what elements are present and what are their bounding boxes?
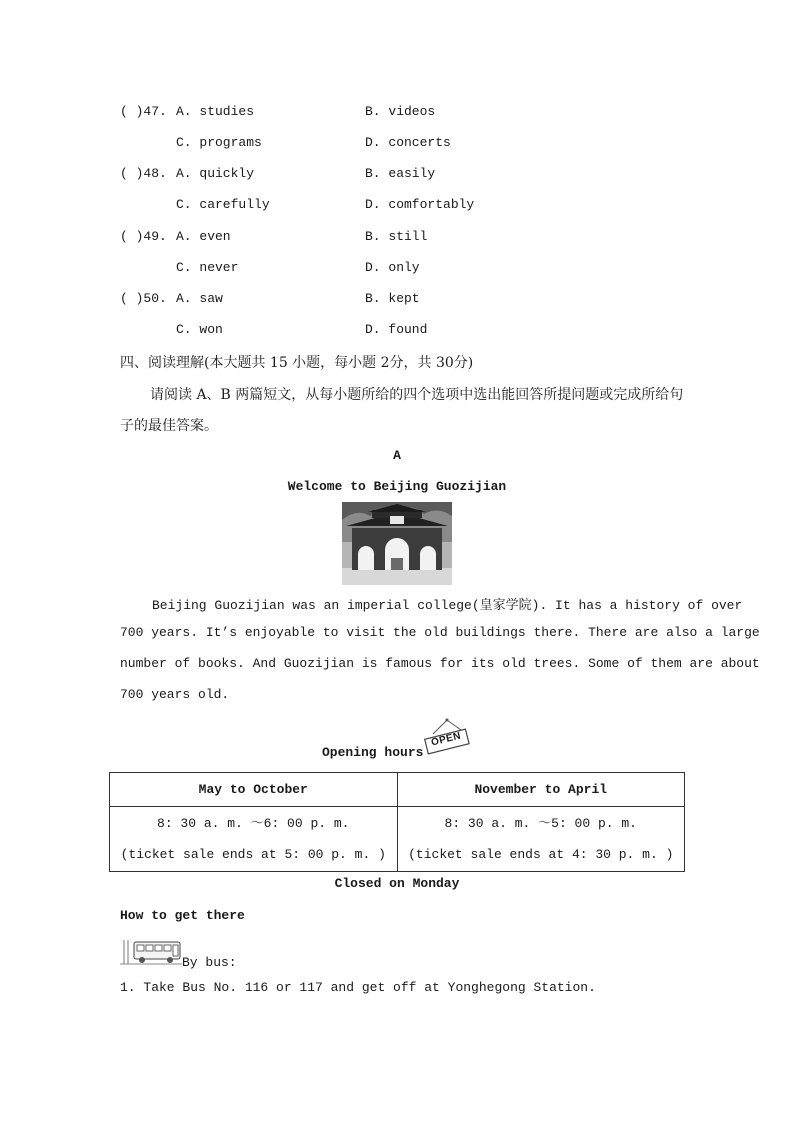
question-47 xyxy=(120,104,680,124)
bus-directions: 1. Take Bus No. 116 or 117 and get off at Yonghegong Station. xyxy=(120,980,596,995)
table-header-may-october: May to October xyxy=(110,773,398,807)
option-d: D. found xyxy=(365,322,428,337)
option-c: C. programs xyxy=(176,135,262,150)
option-c: C. won xyxy=(176,322,223,337)
time-range: 8: 30 a. m. ～6: 00 p. m. xyxy=(157,816,350,831)
option-a: A. saw xyxy=(176,291,223,306)
question-50 xyxy=(120,291,680,311)
section-instruction-line1: 请阅读 A、B 两篇短文，从每小题所给的四个选项中选出能回答所提问题或完成所给句 xyxy=(150,387,684,403)
passage-line-2: 700 years. It’s enjoyable to visit the old buildings there. There are also a large xyxy=(120,625,760,640)
option-a: A. even xyxy=(176,229,231,244)
closed-note: Closed on Monday xyxy=(334,876,460,891)
by-bus-label: By bus: xyxy=(182,955,237,970)
question-47-row2 xyxy=(120,135,680,155)
passage-line-1: Beijing Guozijian was an imperial college(皇家学院). It has a history of over xyxy=(152,598,743,613)
option-c: C. carefully xyxy=(176,197,270,212)
option-a: A. quickly xyxy=(176,166,255,181)
option-d: D. concerts xyxy=(365,135,451,150)
open-sign-text: OPEN xyxy=(430,730,463,749)
opening-hours-label: Opening hours xyxy=(322,745,424,760)
section-instruction-line2: 子的最佳答案。 xyxy=(120,418,218,434)
table-cell-november-april xyxy=(397,807,685,872)
ticket-note: (ticket sale ends at 5: 00 p. m. ) xyxy=(120,847,386,862)
question-49-row2 xyxy=(120,260,680,280)
option-d: D. only xyxy=(365,260,420,275)
passage-line-4: 700 years old. xyxy=(120,687,230,702)
question-label[interactable]: ( )49. xyxy=(120,229,167,244)
bus-icon xyxy=(120,938,182,966)
time-range: 8: 30 a. m. ～5: 00 p. m. xyxy=(444,816,637,831)
passage-letter: A xyxy=(393,448,401,463)
question-48 xyxy=(120,166,680,186)
question-label[interactable]: ( )48. xyxy=(120,166,167,181)
table-header-row xyxy=(110,773,685,807)
question-48-row2 xyxy=(120,197,680,217)
guozijian-archway-image xyxy=(342,502,452,585)
question-label[interactable]: ( )47. xyxy=(120,104,167,119)
open-sign-icon xyxy=(423,718,471,758)
option-a: A. studies xyxy=(176,104,255,119)
ticket-note: (ticket sale ends at 4: 30 p. m. ) xyxy=(408,847,674,862)
opening-hours-table xyxy=(109,772,685,872)
option-b: B. videos xyxy=(365,104,436,119)
question-50-row2 xyxy=(120,322,680,342)
how-to-get-heading: How to get there xyxy=(120,908,245,923)
question-label[interactable]: ( )50. xyxy=(120,291,167,306)
passage-title: Welcome to Beijing Guozijian xyxy=(287,479,507,494)
option-b: B. kept xyxy=(365,291,420,306)
table-cell-may-october xyxy=(110,807,398,872)
question-49 xyxy=(120,229,680,249)
table-header-november-april: November to April xyxy=(397,773,685,807)
table-row xyxy=(110,807,685,872)
option-c: C. never xyxy=(176,260,239,275)
option-b: B. easily xyxy=(365,166,436,181)
section-heading: 四、阅读理解(本大题共 15 小题，每小题 2分，共 30分) xyxy=(120,355,474,371)
option-b: B. still xyxy=(365,229,428,244)
option-d: D. comfortably xyxy=(365,197,475,212)
passage-line-3: number of books. And Guozijian is famous for its old trees. Some of them are about xyxy=(120,656,760,671)
